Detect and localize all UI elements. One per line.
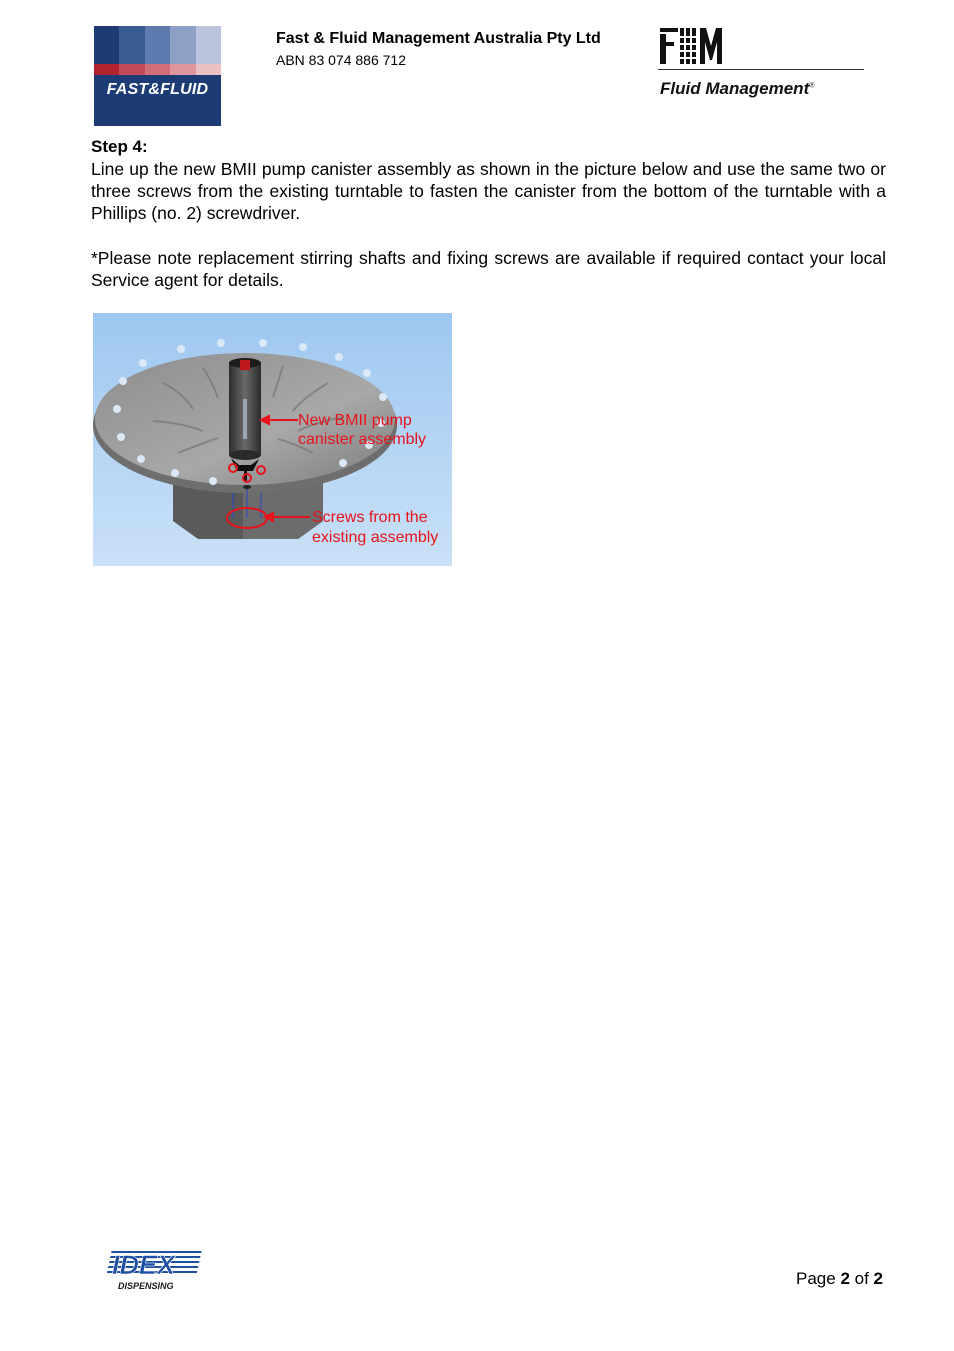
logo-tagline: THE TINTING COMPANY xyxy=(94,104,212,115)
idex-logo-icon xyxy=(104,1249,202,1293)
instruction-paragraph: Line up the new BMII pump canister assembly as shown in the picture below and use the same two or three screws from the existing turntable to fasten the canister from the bottom of the turntable with a Phillips (no. 2) screwdriver. xyxy=(91,159,886,223)
company-name: Fast & Fluid Management Australia Pty Ltd xyxy=(276,30,601,47)
annotation-screws-line2: existing assembly xyxy=(312,529,439,546)
logo-brand-bar xyxy=(94,64,221,126)
step-title: Step 4: xyxy=(91,137,148,156)
annotation-canister-line2: canister assembly xyxy=(298,431,427,448)
idex-sub-text: DISPENSING xyxy=(118,1281,174,1291)
company-abn: ABN 83 074 886 712 xyxy=(276,52,406,68)
turntable-illustration xyxy=(93,313,452,566)
fm-brand-text: Fluid Management® xyxy=(660,79,815,98)
svg-text:IDEX: IDEX xyxy=(112,1250,176,1280)
page-number: Page 2 of 2 xyxy=(796,1269,883,1288)
logo-color-grid xyxy=(94,26,221,64)
logo-brand-text: FAST&FLUID xyxy=(106,81,209,98)
annotation-screws-line1: Screws from the xyxy=(312,509,428,526)
idex-dispensing-logo xyxy=(104,1249,202,1293)
turntable-figure xyxy=(93,313,452,566)
fm-emblem-icon xyxy=(660,26,724,66)
note-paragraph: *Please note replacement stirring shafts and fixing screws are available if required contact your local Service agent for details. xyxy=(91,248,886,290)
logo-divider xyxy=(658,69,864,70)
fast-fluid-logo xyxy=(94,26,222,118)
annotation-canister-line1: New BMII pump xyxy=(298,412,412,429)
fluid-management-logo xyxy=(658,26,864,102)
